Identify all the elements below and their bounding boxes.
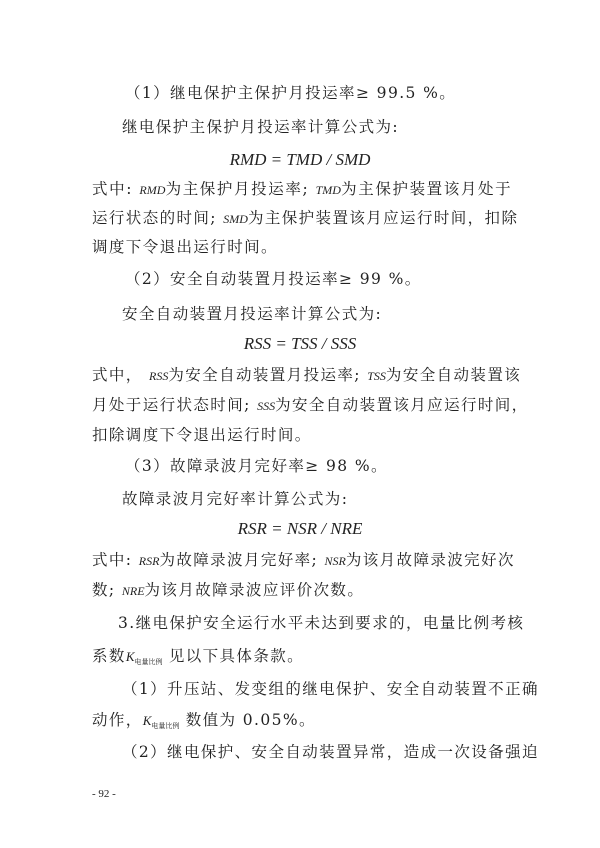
definition-line-1: 式中: RMD为主保护月投运率; TMD为主保护装置该月处于 bbox=[92, 180, 513, 198]
section-3-heading: 3.继电保护安全运行水平未达到要求的，电量比例考核 bbox=[118, 614, 525, 632]
definition-line-3: 调度下令退出运行时间。 bbox=[92, 238, 278, 256]
formula-intro-3: 故障录波月完好率计算公式为: bbox=[122, 490, 349, 508]
formula-rsr: RSR = NSR / NRE bbox=[237, 519, 363, 538]
formula-rmd: RMD = TMD / SMD bbox=[229, 150, 371, 169]
item-1-line-1: （1）升压站、发变组的继电保护、安全自动装置不正确 bbox=[122, 680, 539, 698]
definition-line-4: 式中， RSS为安全自动装置月投运率; TSS为安全自动装置该 bbox=[92, 366, 522, 384]
clause-1-main-protection-rate: （1）继电保护主保护月投运率≥ 99.5 %。 bbox=[125, 84, 457, 102]
section-3-line-2: 系数$K_{电量比例}$ 见以下具体条款。 bbox=[92, 647, 305, 666]
definition-line-8: 数; NRE为该月故障录波应评价次数。 bbox=[92, 581, 365, 599]
definition-line-7: 式中: RSR为故障录波月完好率; NSR为该月故障录波完好次 bbox=[92, 551, 515, 569]
definition-line-2: 运行状态的时间; SMD为主保护装置该月应运行时间，扣除 bbox=[92, 209, 519, 227]
formula-intro-2: 安全自动装置月投运率计算公式为: bbox=[122, 305, 383, 323]
item-1-line-2: 动作，$K_{电量比例}$ 数值为 0.05%。 bbox=[92, 711, 316, 730]
formula-rss: RSS = TSS / SSS bbox=[243, 334, 357, 353]
definition-line-5: 月处于运行状态时间; SSS为安全自动装置该月应运行时间， bbox=[92, 396, 529, 414]
formula-intro-1: 继电保护主保护月投运率计算公式为: bbox=[122, 118, 400, 136]
item-2-line-1: （2）继电保护、安全自动装置异常，造成一次设备强迫 bbox=[122, 743, 539, 761]
clause-3-fault-recorder-rate: （3）故障录波月完好率≥ 98 %。 bbox=[125, 457, 388, 475]
page-number: - 92 - bbox=[92, 788, 116, 800]
clause-2-safety-device-rate: （2）安全自动装置月投运率≥ 99 %。 bbox=[125, 270, 422, 288]
definition-line-6: 扣除调度下令退出运行时间。 bbox=[92, 426, 312, 444]
